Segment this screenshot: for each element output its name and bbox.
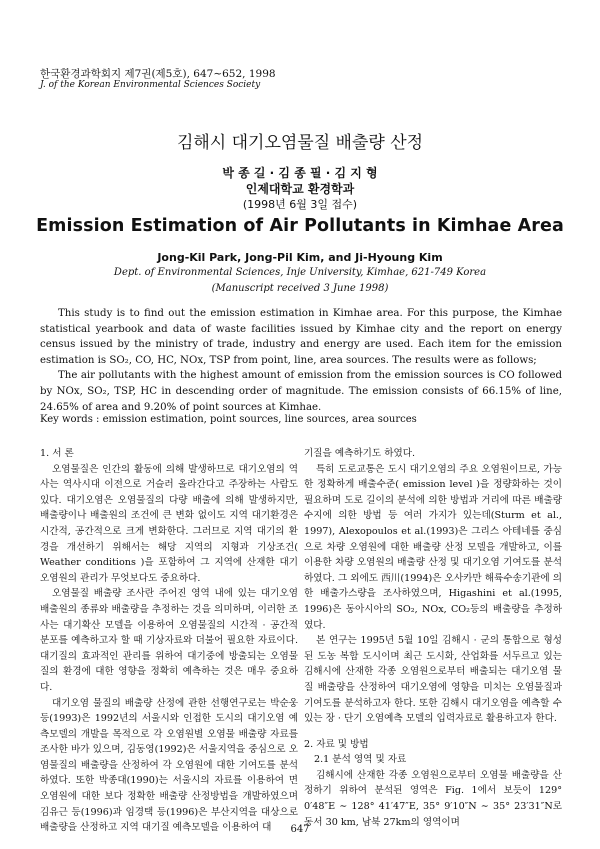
english-title: Emission Estimation of Air Pollutants in Kimhae Area xyxy=(36,216,564,236)
section-heading-introduction: 1. 서 론 xyxy=(40,448,74,459)
journal-citation: 한국환경과학회지 제7권(제5호), 647∼652, 1998 xyxy=(40,68,276,80)
journal-name: J. of the Korean Environmental Sciences Society xyxy=(40,80,261,90)
keywords: Key words : emission estimation, point sources, line sources, area sources xyxy=(40,414,417,425)
body-paragraph: 김해시에 산재한 각종 오염원으로부터 오염물 배출량을 산정하기 위하여 분석된 영역은 Fig. 1에서 보듯이 129° 0′48″E ∼ 128° 41′47″E, 35° 9′10″N ∼ 35° 23′31″N로 동서 30 km, 남북 27km의 영역이며 xyxy=(304,769,562,828)
abstract-paragraph-1: This study is to find out the emission estimation in Kimhae area. For this purpose, the Kimhae statistical yearbook and data of waste facilities issued by Kimhae city and the report on energy census issued by the ministry of trade, industry and energy are used. Each item for the emission estimation is SO₂, CO, HC, NOx, TSP from point, line, area sources. The results were as follows; xyxy=(40,308,562,366)
body-paragraph: 오염물질은 인간의 활동에 의해 발생하므로 대기오염의 역사는 역사시대 이전으로 거슬러 올라간다고 주장하는 사람도 있다. 대기오염은 오염물질의 다량 배출에 의해 발생하지만, 배출량이나 배출원의 조건에 큰 변화 없이도 지역 대기환경은 시간적, 공간적으로 크게 변화한다. 그러므로 지역 대기의 환경을 개선하기 위해서는 해당 지역의 지형과 기상조건( Weather conditions )을 포함하여 그 지역에 산재한 대기 오염원의 관리가 무엇보다도 중요하다. xyxy=(40,463,298,584)
section-heading-data-methods: 2. 자료 및 방법 xyxy=(304,738,369,750)
body-paragraph: 특히 도로교통은 도시 대기오염의 주요 오염원이므로, 가능한 정확하게 배출수준( emission level )을 정량화하는 것이 필요하며 도로 길이의 분석에 의한 방법과 거리에 따른 배출량 수지에 의한 방법 등 여러 가지가 있는데(Sturm et al., 1997), Alexopoulos et al.(1993)은 그리스 아테네를 중심으로 차량 오염원에 대한 배출량 산정 모델을 개발하고, 이를 이용한 차량 오염원의 배출량 산정 및 대기오염 기여도를 분석하였다. 그 외에도 西川(1994)은 오사카만 해륙수송기관에 의한 배출가스량을 조사하였으며, Higashini et al.(1995, 1996)은 동아시아의 SO₂, NOx, CO₂등의 배출량을 추정하였다. xyxy=(304,463,562,631)
english-affiliation: Dept. of Environmental Sciences, Inje University, Kimhae, 621-749 Korea xyxy=(113,267,487,278)
abstract xyxy=(40,306,562,415)
subsection-heading: 2.1 분석 영역 및 자료 xyxy=(314,754,407,766)
korean-received-date: (1998년 6월 3일 접수) xyxy=(242,198,358,211)
korean-affiliation: 인제대학교 환경학과 xyxy=(245,182,355,196)
english-received-date: (Manuscript received 3 June 1998) xyxy=(211,283,389,294)
english-authors: Jong-Kil Park, Jong-Pil Kim, and Ji-Hyoung Kim xyxy=(157,251,443,264)
body-paragraph: 대기오염 물질의 배출량 산정에 관한 선행연구로는 박순웅 등(1993)은 1992년의 서울시와 인접한 도시의 대기오염 예측모델의 개발을 목적으로 각 오염원별 오염물 배출량 자료를 조사한 바가 있으며, 김동영(1992)은 서울지역을 중심으로 오염물질의 배출량을 산정하여 각 오염원에 대한 기여도를 분석하였다. 또한 박종대(1990)는 서울시의 자료를 이용하여 면 오염원에 대한 보다 정확한 배출량 산정방법을 개발하였으며 김유근 등(1996)과 임경택 등(1996)은 부산지역을 대상으로 배출량을 산정하고 지역 대기질 예측모델을 이용하여 대 xyxy=(40,697,298,834)
page-number: 647 xyxy=(290,824,310,835)
abstract-paragraph-2: The air pollutants with the highest amount of emission from the emission sources is CO followed by NOx, SO₂, TSP, HC in descending order of magnitude. The emission consists of 66.15% of line, 24.65% of area and 9.20% of point sources at Kimhae. xyxy=(40,370,562,413)
right-column xyxy=(304,446,562,830)
body-paragraph: 오염물질 배출량 조사란 주어진 영역 내에 있는 대기오염 배출원의 종류와 배출량을 추정하는 것을 의미하며, 이러한 조사는 대기확산 모델을 이용하여 오염물질의 시간적 · 공간적 분포를 예측하고자 할 때 기상자료와 더불어 필요한 자료이다. 대기질의 효과적인 관리를 위하여 대기중에 방출되는 오염물질의 환경에 대한 영향을 정확히 예측하는 것은 매우 중요하다. xyxy=(40,588,298,693)
body-paragraph: 기질을 예측하기도 하였다. xyxy=(304,448,416,459)
korean-authors: 박 종 길 · 김 종 필 · 김 지 형 xyxy=(222,166,378,180)
korean-title: 김해시 대기오염물질 배출량 산정 xyxy=(176,133,424,153)
body-paragraph: 본 연구는 1995년 5월 10일 김해시 · 군의 통합으로 형성된 도농 복합 도시이며 최근 도시화, 산업화를 서두르고 있는 김해시에 산재한 각종 오염원으로부터 배출되는 대기오염 물질 배출량을 산정하여 대기오염에 영향을 미치는 오염물질과 기여도를 분석하고자 한다. 또한 김해시 대기오염을 예측할 수 있는 장 · 단기 오염예측 모델의 입력자료로 활용하고자 한다. xyxy=(304,635,562,725)
left-column xyxy=(40,446,298,836)
